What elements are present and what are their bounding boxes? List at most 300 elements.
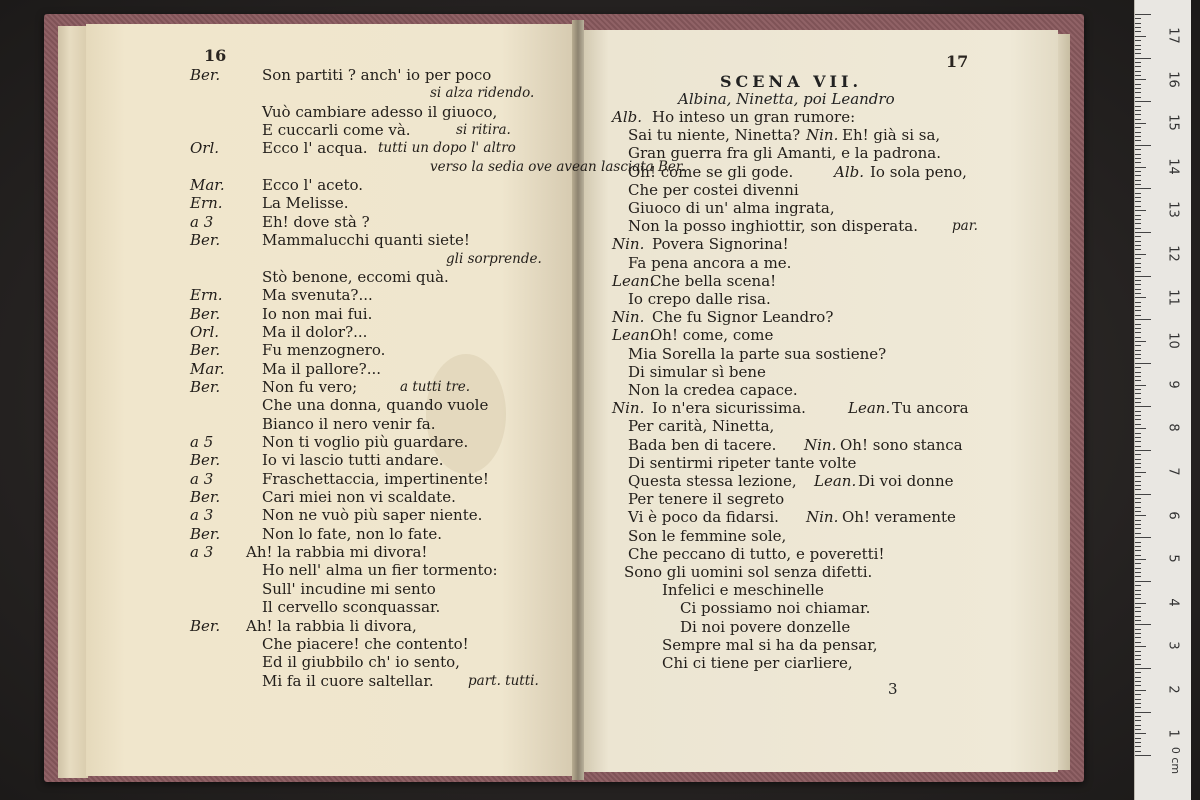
ruler-tick [1135,297,1146,298]
ruler-tick [1135,664,1141,665]
ruler-tick [1135,127,1141,128]
ruler-tick [1135,699,1141,700]
ruler-tick [1135,476,1141,477]
ruler-tick [1135,607,1141,608]
stage-direction: si ritira. [456,122,511,138]
ruler-tick [1135,167,1146,168]
speaker-label: Lean. [612,272,655,290]
ruler-tick [1135,677,1141,678]
ruler-number: 12 [1165,245,1181,262]
ruler-tick [1135,550,1141,551]
ruler-number: 6 [1165,510,1181,520]
ruler-tick [1135,428,1146,429]
ruler-tick [1135,306,1141,307]
verse-line: Oh! come, come [650,326,774,344]
ruler-tick [1135,681,1141,682]
ruler-tick [1135,354,1141,355]
ruler-tick [1135,685,1141,686]
ruler-tick [1135,603,1146,604]
book-gutter [572,20,584,780]
ruler-tick [1135,441,1141,442]
ruler-tick [1135,49,1141,50]
verse-line: Mammalucchi quanti siete! [262,231,470,249]
ruler-tick [1135,629,1141,630]
ruler-tick [1135,123,1146,124]
ruler-number: 15 [1165,114,1181,131]
speaker-label: Ber. [190,66,221,84]
verse-line: Sono gli uomini sol senza difetti. [624,563,873,581]
stage-direction: part. tutti. [468,673,539,689]
ruler-tick [1135,633,1141,634]
verse-line: Ci possiamo noi chiamar. [680,599,871,617]
ruler-tick [1135,332,1141,333]
verse-line: Io n'era sicurissima. [652,399,806,417]
speaker-label: Ber. [190,525,221,543]
ruler-tick [1135,620,1141,621]
ruler-tick [1135,524,1141,525]
ruler-tick [1135,79,1146,80]
page-block-edge-right [1056,34,1070,770]
speaker-label: Mar. [190,360,225,378]
speaker-label: Alb. [834,163,864,181]
verse-line: Giuoco di un' alma ingrata, [628,199,835,217]
ruler-tick [1135,472,1146,473]
ruler-tick [1135,624,1151,625]
ruler-tick [1135,258,1141,259]
ruler-tick [1135,341,1146,342]
ruler-number: 1 [1165,728,1181,738]
ruler-tick [1135,171,1141,172]
signature-mark: 3 [888,680,898,698]
verse-line: Oh! come se gli gode. [628,163,794,181]
stage-direction: gli sorprende. [446,251,542,267]
ruler-tick [1135,136,1141,137]
ruler-tick [1135,419,1141,420]
speaker-label: Nin. [804,436,837,454]
ruler-tick [1135,755,1151,756]
verse-line: Chi ci tiene per ciarliere, [662,654,853,672]
speaker-label: Ber. [190,451,221,469]
speaker-label: Nin. [806,126,839,144]
ruler-tick [1135,75,1141,76]
speaker-label: Ber. [190,305,221,323]
verse-line: Ecco l' acqua. [262,139,368,157]
verse-line: Gran guerra fra gli Amanti, e la padrona. [628,144,942,162]
stage-direction: a tutti tre. [400,379,471,395]
ruler-number: 16 [1165,70,1181,88]
ruler-tick [1135,276,1151,277]
verse-line: Ed il giubbilo ch' io sento, [262,653,460,671]
ruler-tick [1135,62,1141,63]
ruler-tick [1135,154,1141,155]
ruler-tick [1135,725,1141,726]
ruler-tick [1135,145,1151,146]
measurement-ruler [1134,0,1191,800]
ruler-tick [1135,210,1146,211]
ruler-tick [1135,245,1141,246]
ruler-tick [1135,707,1141,708]
ruler-tick [1135,337,1141,338]
stage-direction: par. [952,218,978,234]
ruler-tick [1135,119,1141,120]
ruler-tick [1135,162,1141,163]
ruler-unit-label: 0 cm [1169,746,1183,775]
ruler-tick [1135,132,1141,133]
verse-line: Stò benone, eccomi quà. [262,268,449,286]
ruler-tick [1135,542,1141,543]
ruler-tick [1135,712,1151,713]
ruler-tick [1135,193,1141,194]
ruler-tick [1135,106,1141,107]
ruler-number: 5 [1165,554,1181,563]
ruler-tick [1135,350,1141,351]
ruler-tick [1135,463,1141,464]
verse-line: Di simular sì bene [628,363,766,381]
ruler-tick [1135,659,1141,660]
ruler-tick [1135,393,1141,394]
ruler-tick [1135,175,1141,176]
verse-line: Son le femmine sole, [628,527,787,545]
ruler-tick [1135,729,1141,730]
verse-line: Ah! la rabbia li divora, [246,617,417,635]
speaker-label: Lean. [612,326,655,344]
speaker-label: Nin. [612,399,645,417]
ruler-number: 4 [1165,598,1181,607]
ruler-tick [1135,637,1141,638]
ruler-tick [1135,158,1141,159]
ruler-tick [1135,398,1141,399]
ruler-tick [1135,646,1146,647]
right-page-number: 17 [946,52,969,71]
ruler-tick [1135,742,1141,743]
ruler-tick [1135,197,1141,198]
ruler-tick [1135,14,1151,15]
ruler-number: 17 [1165,27,1181,44]
verse-line: Eh! dove stà ? [262,213,370,231]
ruler-tick [1135,511,1141,512]
verse-line: La Melisse. [262,194,349,212]
verse-line: Oh! sono stanca [840,436,963,454]
verse-line: Che una donna, quando vuole [262,396,489,414]
ruler-tick [1135,515,1146,516]
ruler-tick [1135,114,1141,115]
ruler-tick [1135,88,1141,89]
speaker-label: Ern. [190,286,223,304]
ruler-tick [1135,345,1141,346]
ruler-tick [1135,23,1141,24]
scene-cast: Albina, Ninetta, poi Leandro [678,90,895,108]
ruler-tick [1135,215,1141,216]
stage-direction: tutti un dopo l' altro [378,140,516,156]
scene-title: SCENA VII. [720,72,863,91]
ruler-tick [1135,319,1151,320]
ruler-tick [1135,223,1141,224]
ruler-tick [1135,454,1141,455]
stage-direction: si alza ridendo. [430,85,535,101]
ruler-tick [1135,310,1141,311]
verse-line: Son partiti ? anch' io per poco [262,66,492,84]
ruler-tick [1135,751,1141,752]
verse-line: Io sola peno, [870,163,967,181]
verse-line: Povera Signorina! [652,235,789,253]
speaker-label: Ber. [190,231,221,249]
ruler-tick [1135,559,1146,560]
ruler-tick [1135,358,1141,359]
ruler-tick [1135,40,1141,41]
verse-line: Oh! veramente [842,508,956,526]
ruler-tick [1135,241,1141,242]
ruler-tick [1135,746,1141,747]
ruler-tick [1135,385,1146,386]
ruler-tick [1135,459,1141,460]
verse-line: Di voi donne [858,472,954,490]
ruler-tick [1135,611,1141,612]
ruler-tick [1135,58,1151,59]
verse-line: Ma svenuta?... [262,286,373,304]
verse-line: Mia Sorella la parte sua sostiene? [628,345,887,363]
ruler-tick [1135,590,1141,591]
ruler-tick [1135,18,1141,19]
verse-line: Ecco l' aceto. [262,176,364,194]
verse-line: Mi fa il cuore saltellar. [262,672,434,690]
ruler-tick [1135,655,1141,656]
ruler-tick [1135,140,1141,141]
ruler-tick [1135,92,1141,93]
verse-line: Non lo fate, non lo fate. [262,525,442,543]
verse-line: Fu menzognero. [262,341,386,359]
verse-line: Infelici e meschinelle [662,581,824,599]
ruler-tick [1135,84,1141,85]
ruler-tick [1135,53,1141,54]
ruler-tick [1135,690,1146,691]
speaker-label: a 5 [190,433,214,451]
verse-line: Di sentirmi ripeter tante volte [628,454,857,472]
verse-line: Non la credea capace. [628,381,798,399]
ruler-tick [1135,206,1141,207]
speaker-label: Ber. [190,488,221,506]
ruler-tick [1135,616,1141,617]
verse-line: Eh! già si sa, [842,126,941,144]
verse-line: Ma il dolor?... [262,323,368,341]
speaker-label: a 3 [190,470,214,488]
ruler-tick [1135,411,1141,412]
speaker-label: Nin. [612,308,645,326]
speaker-label: Nin. [612,235,645,253]
verse-line: Ma il pallore?... [262,360,381,378]
verse-line: Che bella scena! [650,272,777,290]
ruler-tick [1135,249,1141,250]
verse-line: Fraschettaccia, impertinente! [262,470,489,488]
verse-line: Io non mai fui. [262,305,373,323]
verse-line: Che per costei divenni [628,181,799,199]
speaker-label: a 3 [190,506,214,524]
ruler-tick [1135,528,1141,529]
ruler-tick [1135,45,1141,46]
verse-line: Tu ancora [892,399,969,417]
ruler-tick [1135,568,1141,569]
verse-line: Bianco il nero venir fa. [262,415,436,433]
ruler-tick [1135,389,1141,390]
ruler-tick [1135,594,1141,595]
ruler-tick [1135,236,1141,237]
ruler-tick [1135,380,1141,381]
speaker-label: Ber. [190,617,221,635]
ruler-tick [1135,563,1141,564]
ruler-tick [1135,31,1141,32]
ruler-tick [1135,467,1141,468]
ruler-tick [1135,576,1141,577]
ruler-tick [1135,402,1141,403]
ruler-tick [1135,415,1141,416]
ruler-number: 2 [1165,685,1181,694]
verse-line: Io crepo dalle risa. [628,290,771,308]
verse-line: Per carità, Ninetta, [628,417,775,435]
stage-direction: verso la sedia ove avean lasciata Ber. [430,159,686,175]
ruler-tick [1135,328,1141,329]
ruler-tick [1135,228,1141,229]
ruler-tick [1135,433,1141,434]
ruler-tick [1135,694,1141,695]
verse-line: Questa stessa lezione, [628,472,797,490]
verse-line: Ah! la rabbia mi divora! [246,543,428,561]
ruler-tick [1135,437,1141,438]
ruler-tick [1135,110,1141,111]
speaker-label: Lean. [814,472,857,490]
verse-line: Vi è poco da fidarsi. [628,508,779,526]
ruler-tick [1135,232,1151,233]
ruler-number: 3 [1165,641,1181,651]
ruler-tick [1135,219,1141,220]
ruler-tick [1135,555,1141,556]
ruler-tick [1135,481,1141,482]
ruler-tick [1135,738,1141,739]
ruler-tick [1135,485,1141,486]
verse-line: Di noi povere donzelle [680,618,851,636]
ruler-tick [1135,293,1141,294]
ruler-tick [1135,267,1141,268]
ruler-tick [1135,254,1146,255]
ruler-number: 7 [1165,467,1181,476]
ruler-tick [1135,289,1141,290]
verse-line: Non la posso inghiottir, son disperata. [628,217,918,235]
ruler-number: 10 [1165,332,1181,349]
verse-line: Che peccano di tutto, e poveretti! [628,545,885,563]
ruler-tick [1135,502,1141,503]
verse-line: Ho inteso un gran rumore: [652,108,856,126]
ruler-tick [1135,642,1141,643]
ruler-tick [1135,71,1141,72]
ruler-tick [1135,97,1141,98]
verse-line: E cuccarli come và. [262,121,411,139]
ruler-tick [1135,184,1141,185]
ruler-tick [1135,585,1141,586]
verse-line: Per tenere il segreto [628,490,785,508]
verse-line: Non fu vero; [262,378,358,396]
ruler-tick [1135,372,1141,373]
ruler-tick [1135,363,1151,364]
verse-line: Che fu Signor Leandro? [652,308,834,326]
ruler-tick [1135,450,1151,451]
ruler-tick [1135,720,1141,721]
ruler-tick [1135,302,1141,303]
speaker-label: Mar. [190,176,225,194]
left-page-number: 16 [204,46,227,65]
ruler-number: 8 [1165,423,1181,433]
ruler-tick [1135,498,1141,499]
ruler-tick [1135,533,1141,534]
verse-line: Vuò cambiare adesso il giuoco, [262,103,498,121]
verse-line: Il cervello sconquassar. [262,598,441,616]
ruler-tick [1135,263,1141,264]
ruler-tick [1135,546,1141,547]
ruler-tick [1135,703,1141,704]
ruler-tick [1135,520,1141,521]
ruler-tick [1135,284,1141,285]
speaker-label: Lean. [848,399,891,417]
ruler-tick [1135,507,1141,508]
ruler-tick [1135,180,1141,181]
speaker-label: Orl. [190,323,220,341]
verse-line: Io vi lascio tutti andare. [262,451,444,469]
ruler-number: 14 [1165,158,1181,175]
ruler-tick [1135,271,1141,272]
speaker-label: Alb. [612,108,642,126]
ruler-tick [1135,201,1141,202]
ruler-tick [1135,376,1141,377]
speaker-label: a 3 [190,543,214,561]
speaker-label: Ber. [190,378,221,396]
verse-line: Ho nell' alma un fier tormento: [262,561,498,579]
ruler-number: 11 [1165,288,1181,306]
ruler-tick [1135,149,1141,150]
ruler-tick [1135,672,1141,673]
verse-line: Non ti voglio più guardare. [262,433,469,451]
ruler-tick [1135,406,1151,407]
verse-line: Non ne vuò più saper niente. [262,506,483,524]
ruler-tick [1135,424,1141,425]
verse-line: Sull' incudine mi sento [262,580,436,598]
ruler-tick [1135,598,1141,599]
ruler-tick [1135,315,1141,316]
ruler-tick [1135,489,1141,490]
ruler-tick [1135,27,1141,28]
ruler-tick [1135,324,1141,325]
ruler-tick [1135,36,1146,37]
speaker-label: a 3 [190,213,214,231]
verse-line: Sempre mal si ha da pensar, [662,636,878,654]
ruler-tick [1135,733,1146,734]
ruler-tick [1135,572,1141,573]
ruler-tick [1135,280,1141,281]
ruler-tick [1135,668,1151,669]
ruler-tick [1135,188,1151,189]
ruler-tick [1135,367,1141,368]
ruler-tick [1135,716,1141,717]
speaker-label: Ber. [190,341,221,359]
ruler-tick [1135,537,1151,538]
speaker-label: Ern. [190,194,223,212]
ruler-tick [1135,581,1151,582]
ruler-tick [1135,66,1141,67]
ruler-tick [1135,651,1141,652]
verse-line: Che piacere! che contento! [262,635,469,653]
verse-line: Sai tu niente, Ninetta? [628,126,801,144]
speaker-label: Nin. [806,508,839,526]
ruler-tick [1135,446,1141,447]
page-block-edge-left [58,26,88,778]
verse-line: Fa pena ancora a me. [628,254,792,272]
verse-line: Cari miei non vi scaldate. [262,488,456,506]
